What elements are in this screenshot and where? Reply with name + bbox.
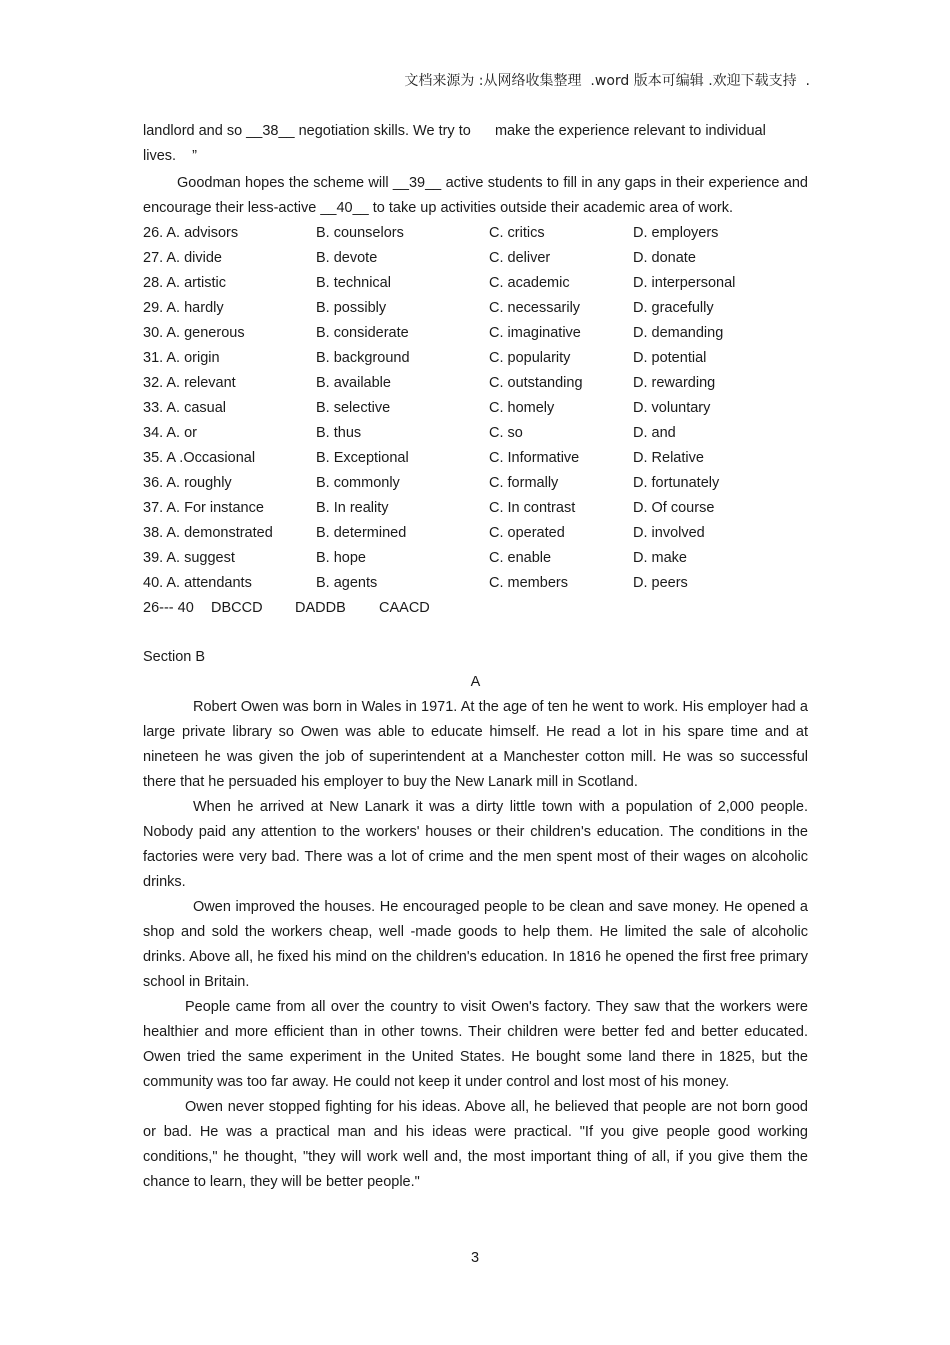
- option-a: 34. A. or: [143, 425, 198, 441]
- option-c: C. operated: [489, 525, 565, 541]
- question-row: [143, 296, 808, 321]
- option-a: 26. A. advisors: [143, 225, 239, 241]
- question-row: [143, 446, 808, 471]
- option-d: D. make: [633, 550, 687, 566]
- option-c: C. enable: [489, 550, 552, 566]
- option-b: B. hope: [316, 550, 366, 566]
- page-number: 3: [470, 1250, 480, 1266]
- document-body: [143, 119, 808, 1195]
- intro-paragraph-2: Goodman hopes the scheme will __39__ active students to fill in any gaps in their experience and encourage their less-active __40__ to take up activities outside their academic area of work.: [143, 175, 808, 216]
- answer-group-1: DBCCD: [211, 600, 263, 616]
- section-b-label: Section B: [143, 649, 206, 665]
- option-a: 37. A. For instance: [143, 500, 264, 516]
- question-row: [143, 521, 808, 546]
- question-row: [143, 346, 808, 371]
- option-c: C. In contrast: [489, 500, 576, 516]
- option-a: 40. A. attendants: [143, 575, 252, 591]
- option-d: D. and: [633, 425, 676, 441]
- option-b: B. considerate: [316, 325, 409, 341]
- option-b: B. technical: [316, 275, 391, 291]
- passage-paragraph: People came from all over the country to visit Owen's factory. They saw that the workers were healthier and more efficient than in other towns. Their children were better fed and better educated. Owen tried the same experiment in the United States. He bought some land there in 1825, but the community was too far away. He could not keep it under control and lost most of his money.: [143, 999, 808, 1090]
- option-c: C. popularity: [489, 350, 571, 366]
- option-a: 36. A. roughly: [143, 475, 232, 491]
- option-c: C. so: [489, 425, 523, 441]
- option-c: C. academic: [489, 275, 570, 291]
- option-d: D. rewarding: [633, 375, 716, 391]
- option-d: D. demanding: [633, 325, 724, 341]
- passage-paragraph: Robert Owen was born in Wales in 1971. At the age of ten he went to work. His employer had a large private library so Owen was able to educate himself. He read a lot in his spare time and at nineteen he was given the job of superintendent at a Manchester cotton mill. He was so successful there that he persuaded his employer to buy the New Lanark mill in Scotland.: [143, 699, 808, 790]
- option-d: D. employers: [633, 225, 719, 241]
- question-row: [143, 371, 808, 396]
- question-row: [143, 571, 808, 596]
- option-a: 38. A. demonstrated: [143, 525, 273, 541]
- option-a: 30. A. generous: [143, 325, 245, 341]
- option-c: C. Informative: [489, 450, 580, 466]
- option-a: 39. A. suggest: [143, 550, 235, 566]
- option-b: B. devote: [316, 250, 378, 266]
- question-row: [143, 471, 808, 496]
- option-d: D. Of course: [633, 500, 715, 516]
- answer-group-3: CAACD: [379, 600, 430, 616]
- question-row: [143, 246, 808, 271]
- option-a: 35. A .Occasional: [143, 450, 256, 466]
- question-table: [143, 221, 808, 596]
- option-b: B. counselors: [316, 225, 404, 241]
- option-a: 28. A. artistic: [143, 275, 227, 291]
- option-b: B. possibly: [316, 300, 387, 316]
- option-c: C. members: [489, 575, 568, 591]
- question-row: [143, 321, 808, 346]
- passage-paragraph: When he arrived at New Lanark it was a dirty little town with a population of 2,000 people. Nobody paid any attention to the workers' houses or their children's education. The conditions in the factories were very bad. There was a lot of crime and the men spent most of their wages on alcoholic drinks.: [143, 799, 808, 890]
- option-b: B. commonly: [316, 475, 400, 491]
- option-b: B. available: [316, 375, 391, 391]
- option-c: C. homely: [489, 400, 555, 416]
- option-d: D. involved: [633, 525, 705, 541]
- option-d: D. voluntary: [633, 400, 711, 416]
- question-row: [143, 221, 808, 246]
- intro-line-2: lives. ”: [143, 148, 197, 164]
- question-row: [143, 421, 808, 446]
- option-d: D. donate: [633, 250, 696, 266]
- question-row: [143, 271, 808, 296]
- answer-group-2: DADDB: [295, 600, 346, 616]
- option-c: C. formally: [489, 475, 559, 491]
- question-row: [143, 496, 808, 521]
- option-b: B. agents: [316, 575, 378, 591]
- option-c: C. necessarily: [489, 300, 581, 316]
- option-a: 33. A. casual: [143, 400, 227, 416]
- passage-paragraph: Owen never stopped fighting for his ideas. Above all, he believed that people are not born good or bad. He was a practical man and his ideas were practical. "If you give people good working conditions," he thought, "they will work well and, the most important thing of all, if you give them the chance to learn, they will be better people.": [143, 1099, 808, 1190]
- option-c: C. outstanding: [489, 375, 583, 391]
- option-c: C. critics: [489, 225, 545, 241]
- option-b: B. selective: [316, 400, 391, 416]
- option-d: D. potential: [633, 350, 707, 366]
- option-d: D. peers: [633, 575, 688, 591]
- option-a: 31. A. origin: [143, 350, 220, 366]
- answer-range: 26--- 40: [143, 600, 194, 616]
- passage-label: A: [470, 674, 481, 690]
- intro-line-1: landlord and so __38__ negotiation skills. We try to make the experience relevant to individual: [143, 123, 766, 139]
- page-header: 文档来源为 :从网络收集整理 .word 版本可编辑 .欢迎下载支持 .: [404, 73, 810, 89]
- option-d: D. Relative: [633, 450, 704, 466]
- option-b: B. Exceptional: [316, 450, 409, 466]
- option-d: D. fortunately: [633, 475, 720, 491]
- option-b: B. thus: [316, 425, 362, 441]
- option-b: B. determined: [316, 525, 407, 541]
- option-a: 27. A. divide: [143, 250, 222, 266]
- question-row: [143, 546, 808, 571]
- answer-key: [143, 596, 808, 621]
- option-a: 32. A. relevant: [143, 375, 236, 391]
- question-row: [143, 396, 808, 421]
- option-c: C. imaginative: [489, 325, 581, 341]
- option-d: D. interpersonal: [633, 275, 736, 291]
- passage-paragraph: Owen improved the houses. He encouraged people to be clean and save money. He opened a shop and sold the workers cheap, well -made goods to help them. He limited the sale of alcoholic drinks. Above all, he fixed his mind on the children's education. In 1816 he opened the first free primary school in Britain.: [143, 899, 808, 990]
- option-d: D. gracefully: [633, 300, 714, 316]
- option-b: B. In reality: [316, 500, 389, 516]
- option-a: 29. A. hardly: [143, 300, 224, 316]
- option-b: B. background: [316, 350, 410, 366]
- option-c: C. deliver: [489, 250, 551, 266]
